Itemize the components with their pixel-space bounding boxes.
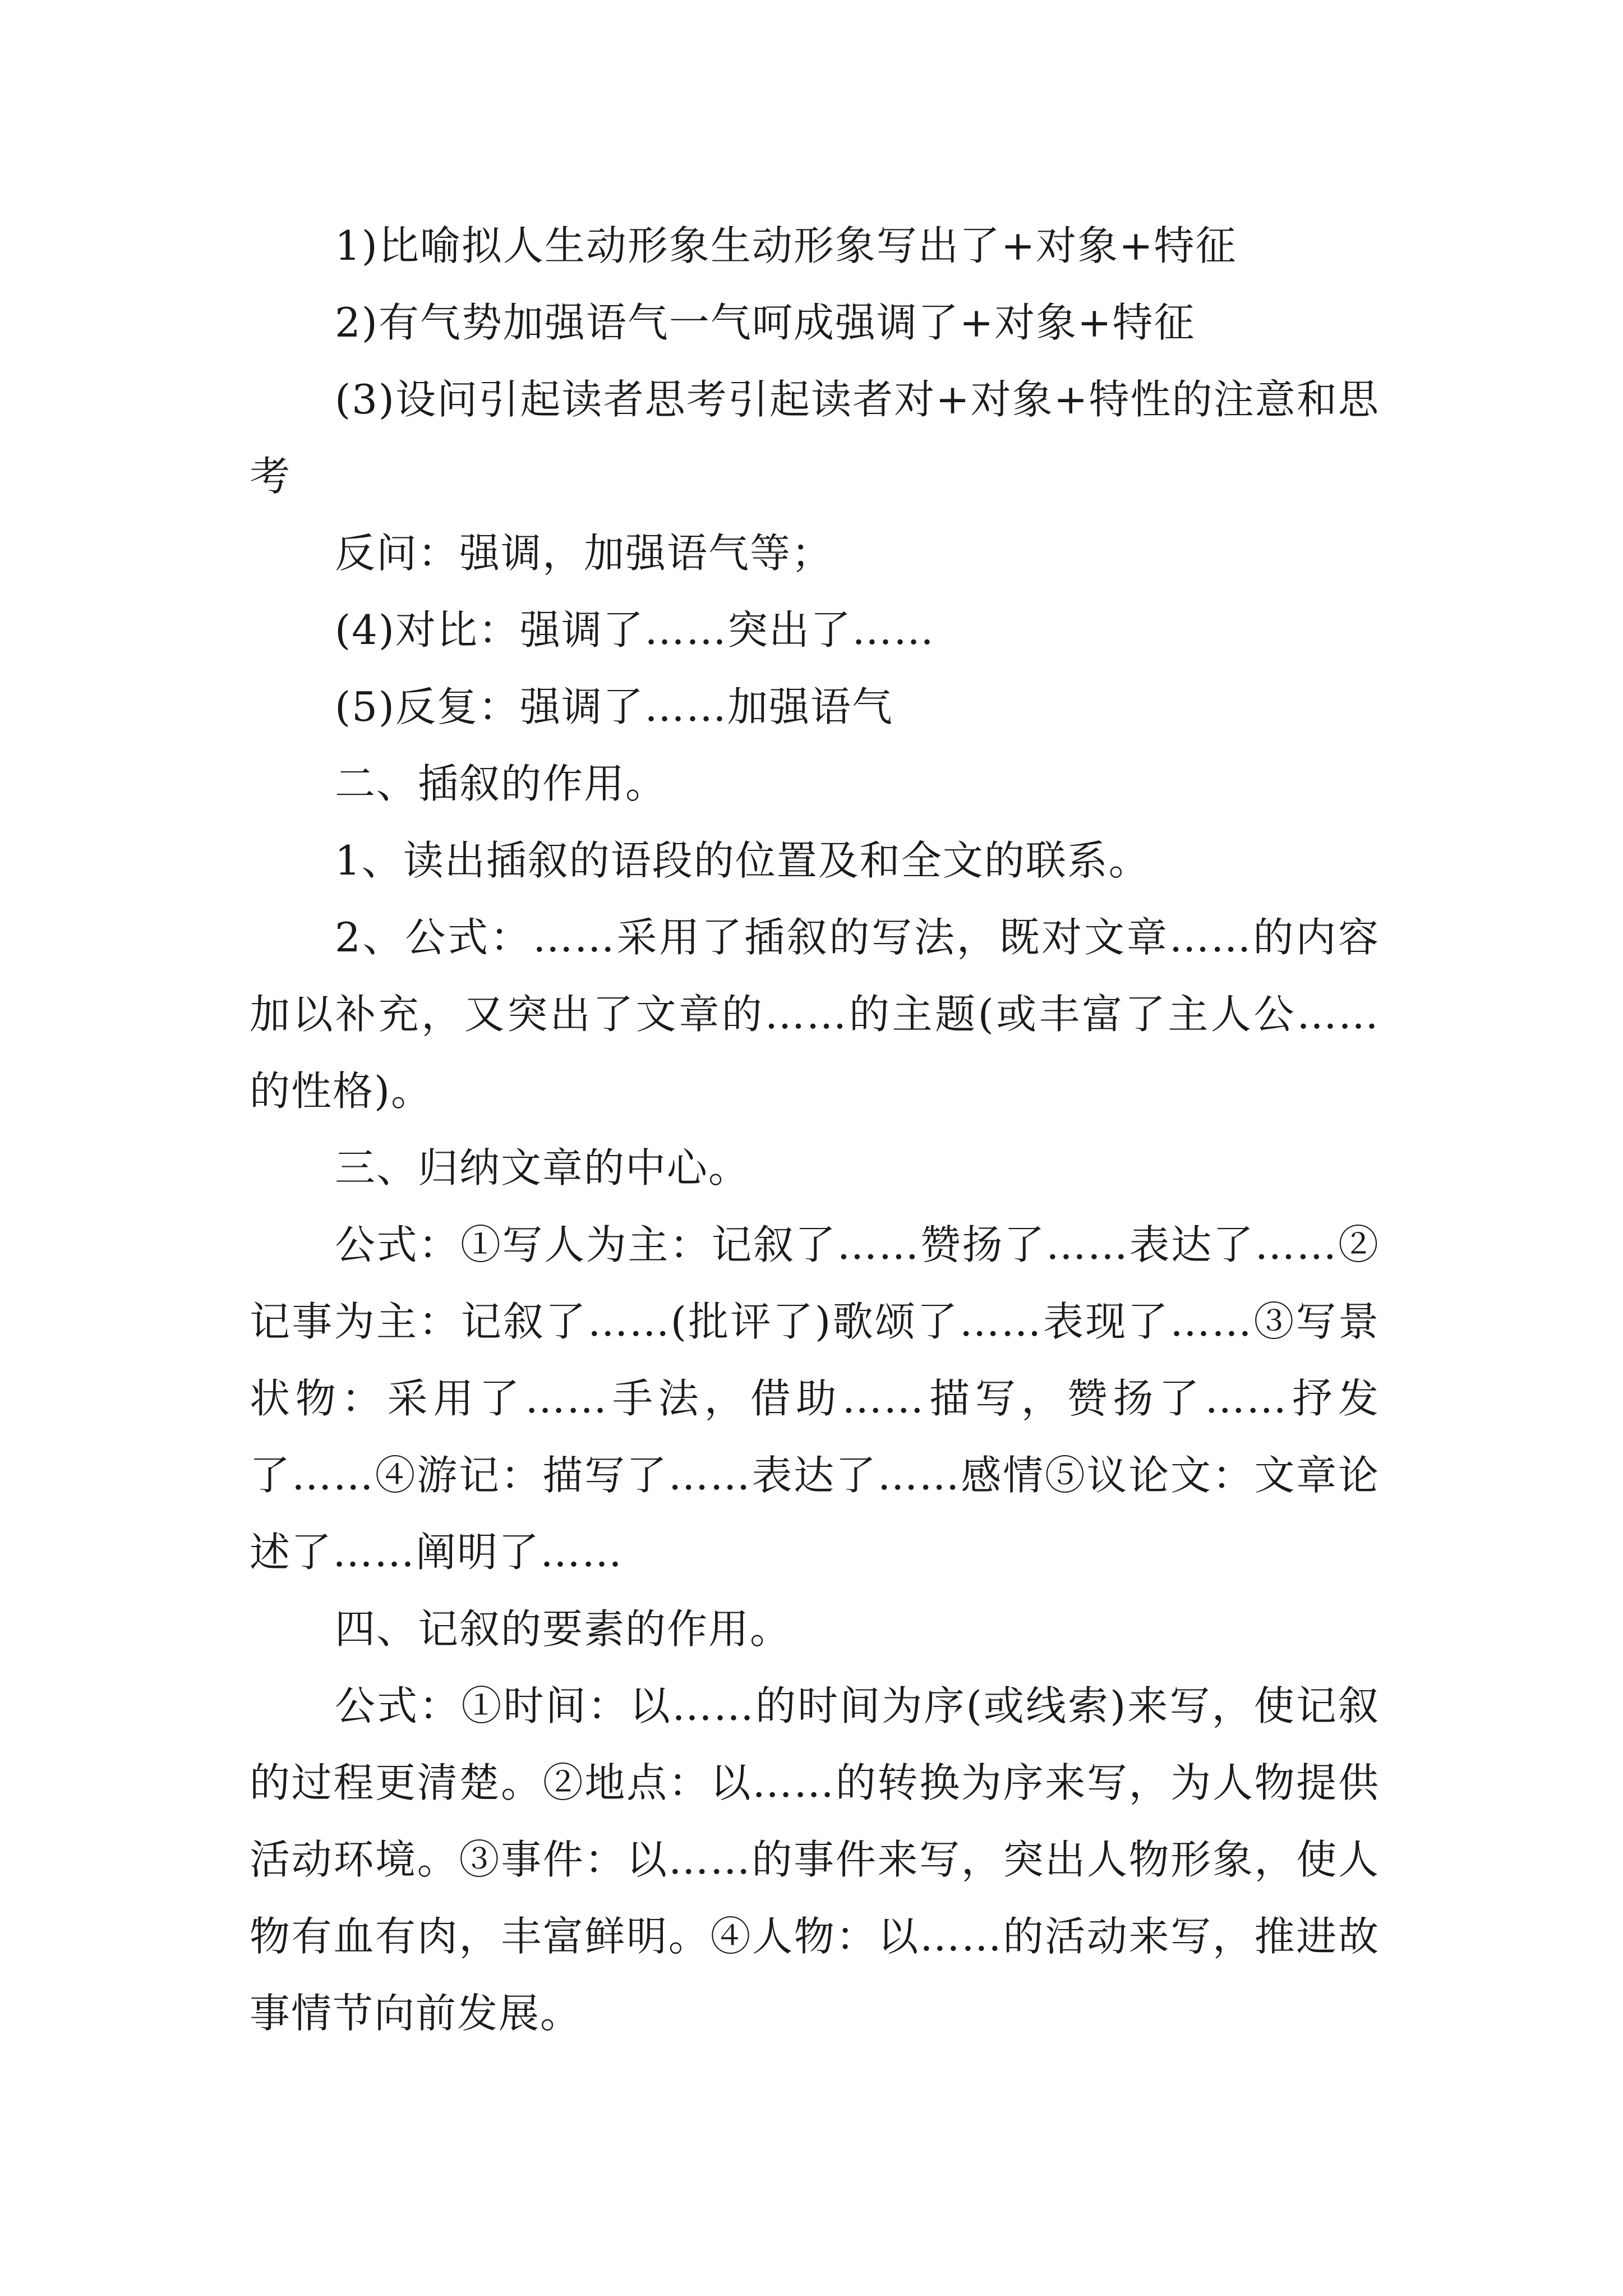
paragraph-metaphor: 1)比喻拟人生动形象生动形象写出了+对象+特征 — [335, 222, 1237, 269]
heading-flashback: 二、插叙的作用。 — [335, 760, 667, 807]
paragraph-contrast: (4)对比：强调了……突出了…… — [335, 606, 935, 654]
paragraph-flashback-1: 1、读出插叙的语段的位置及和全文的联系。 — [335, 837, 1150, 884]
paragraph-narrative-elements-formula: 公式：①时间：以……的时间为序(或线索)来写，使记叙的过程更清楚。②地点：以……的转换为序来写，为人物提供活动环境。③事件：以……的事件来写，突出人物形象，使人物有血有肉，丰富鲜明。④人物：以……的活动来写，推进故事情节向前发展。 — [250, 1682, 1380, 2037]
heading-central-idea: 三、归纳文章的中心。 — [335, 1144, 750, 1191]
paragraph-flashback-2: 2、公式：……采用了插叙的写法，既对文章……的内容加以补充，又突出了文章的……的主题(或丰富了主人公……的性格)。 — [250, 914, 1380, 1115]
paragraph-counter-question: 反问：强调，加强语气等； — [335, 530, 833, 577]
paragraph-rhetorical-question: (3)设问引起读者思考引起读者对+对象+特性的注意和思考 — [250, 376, 1380, 500]
paragraph-momentum: 2)有气势加强语气一气呵成强调了+对象+特征 — [335, 299, 1196, 346]
paragraph-repetition: (5)反复：强调了……加强语气 — [335, 683, 893, 730]
document-body — [250, 208, 1380, 2052]
paragraph-central-idea-formula: 公式：①写人为主：记叙了……赞扬了……表达了……②记事为主：记叙了……(批评了)歌颂了……表现了……③写景状物：采用了……手法，借助……描写，赞扬了……抒发了……④游记：描写了……表达了……感情⑤议论文：文章论述了……阐明了…… — [250, 1221, 1380, 1576]
heading-narrative-elements: 四、记叙的要素的作用。 — [335, 1605, 792, 1653]
